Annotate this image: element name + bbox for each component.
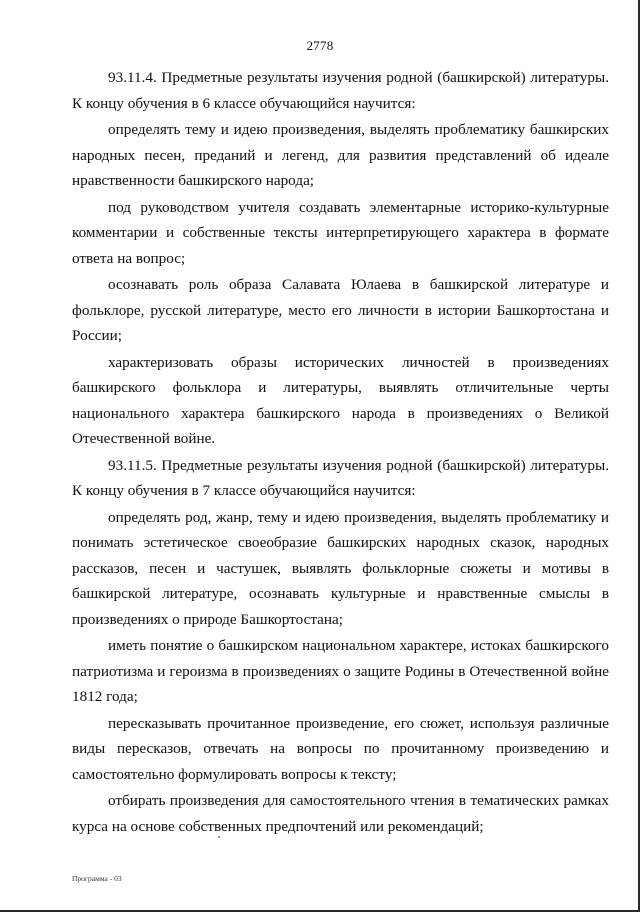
paragraph-7: определять род, жанр, тему и идею произведения, выделять проблематику и понимать эстетическое своеобразие башкирских народных сказок, народных рассказов, песен и частушек, выявлять фольклорные сюжеты и мотивы в башкирской литературе, осознавать культурные и нравственные смыслы в произведениях о природе Башкортостана;	[72, 508, 609, 628]
paragraph-3: под руководством учителя создавать элементарные историко-культурные комментарии и собственные тексты интерпретирующего характера в формате ответа на вопрос;	[72, 198, 609, 267]
paragraph-10: отбирать произведения для самостоятельного чтения в тематических рамках курса на основе собственных предпочтений или рекомендаций;	[72, 792, 609, 835]
page-footer: Программа - 03	[72, 874, 122, 883]
paragraph-1: 93.11.4. Предметные результаты изучения родной (башкирской) литературы. К концу обучения в 6 классе обучающийся научится:	[72, 69, 609, 112]
paragraph-5: характеризовать образы исторических личностей в произведениях башкирского фольклора и литературы, выявлять отличительные черты национального характера башкирского народа в произведениях о Великой Отечественной войне.	[72, 353, 609, 447]
paragraph-2: определять тему и идею произведения, выделять проблематику башкирских народных песен, преданий и легенд, для развития представлений об идеале нравственности башкирского народа;	[72, 121, 609, 189]
paragraph-8: иметь понятие о башкирском национальном характере, истоках башкирского патриотизма и героизма в произведениях о защите Родины в Отечественной войне 1812 года;	[72, 637, 609, 705]
page-number: 2778	[306, 38, 334, 53]
paragraph-9: пересказывать прочитанное произведение, его сюжет, используя различные виды пересказов, отвечать на вопросы по прочитанному произведению и самостоятельно формулировать вопросы к тексту;	[72, 714, 609, 783]
scan-speck	[218, 836, 220, 838]
body-text	[72, 65, 609, 839]
paragraph-6: 93.11.5. Предметные результаты изучения родной (башкирской) литературы. К концу обучения в 7 классе обучающийся научится:	[72, 456, 609, 499]
paragraph-4: осознавать роль образа Салавата Юлаева в башкирской литературе и фольклоре, русской литературе, место его личности в истории Башкортостана и России;	[72, 276, 609, 344]
